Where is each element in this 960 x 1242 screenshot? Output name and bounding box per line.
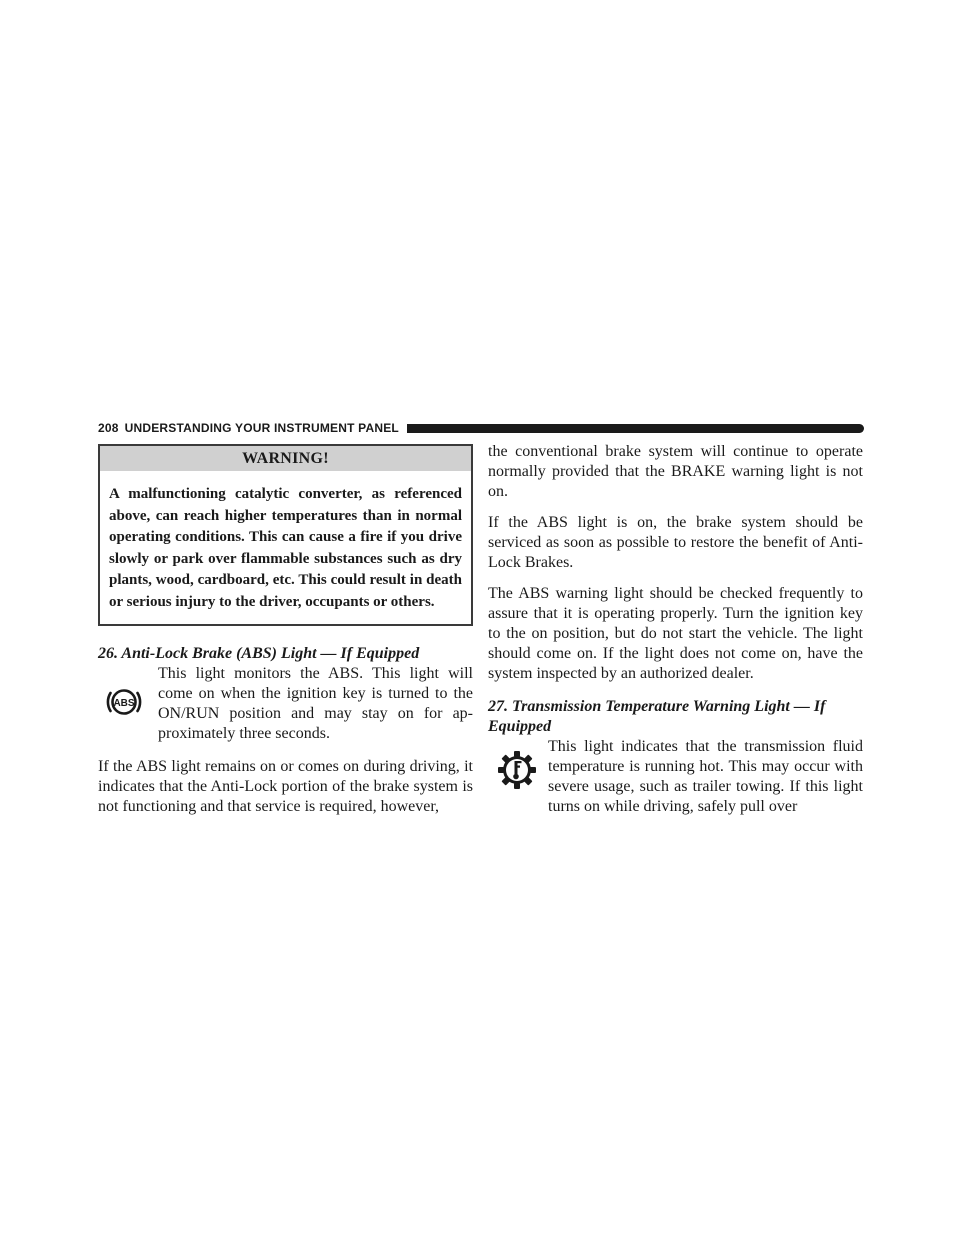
item-26-heading: 26. Anti-Lock Brake (ABS) Light — If Equipped xyxy=(98,644,420,662)
warning-title: WARNING! xyxy=(100,446,471,471)
item-26-intro-row xyxy=(98,664,473,744)
warning-body: A malfunctioning catalytic converter, as referenced above, can reach higher temperatures than in normal operating conditions. This can cause a fire if you drive slowly or park over flammable substances such as dry plants, wood, cardboard, etc. This could result in death or serious injury to the driver, occupants or others. xyxy=(109,486,462,610)
item-26-intro: This light monitors the ABS. This light will come on when the ignition key is turned to the ON/RUN position and may stay on for ap-proximately three seconds. xyxy=(158,664,473,742)
left-column xyxy=(98,444,473,817)
header-rule xyxy=(407,424,864,433)
item-26-paragraph-4: The ABS warning light should be checked frequently to assure that it is operating properly. Turn the ignition key to the on position, but do not start the vehicle. The light should come on. If the light does not come on, have the system inspected by an authorized dealer. xyxy=(488,585,863,682)
warning-box xyxy=(98,444,473,626)
page-header xyxy=(98,419,864,437)
item-27-intro: This light indicates that the transmission fluid temperature is running hot. This may occur with severe usage, such as trailer towing. If this light turns on while driving, safely pull over xyxy=(548,738,863,815)
transmission-temperature-icon xyxy=(496,749,538,791)
abs-warning-icon xyxy=(104,682,144,722)
item-26-paragraph-1: If the ABS light remains on or comes on during driving, it indicates that the Anti-Lock portion of the brake system is not functioning and that service is required, however, xyxy=(98,757,473,815)
right-column xyxy=(488,442,863,817)
item-27-heading: 27. Transmission Temperature Warning Light — If Equipped xyxy=(488,698,826,735)
section-title: UNDERSTANDING YOUR INSTRUMENT PANEL xyxy=(124,421,399,435)
item-27-intro-row xyxy=(488,737,863,817)
page-number: 208 xyxy=(98,421,119,435)
item-26-paragraph-2: the conventional brake system will continue to operate normally provided that the BRAKE warning light is not on. xyxy=(488,443,863,500)
abs-icon-label: ABS xyxy=(113,697,135,709)
item-26-paragraph-3: If the ABS light is on, the brake system should be serviced as soon as possible to restore the benefit of Anti-Lock Brakes. xyxy=(488,514,863,571)
